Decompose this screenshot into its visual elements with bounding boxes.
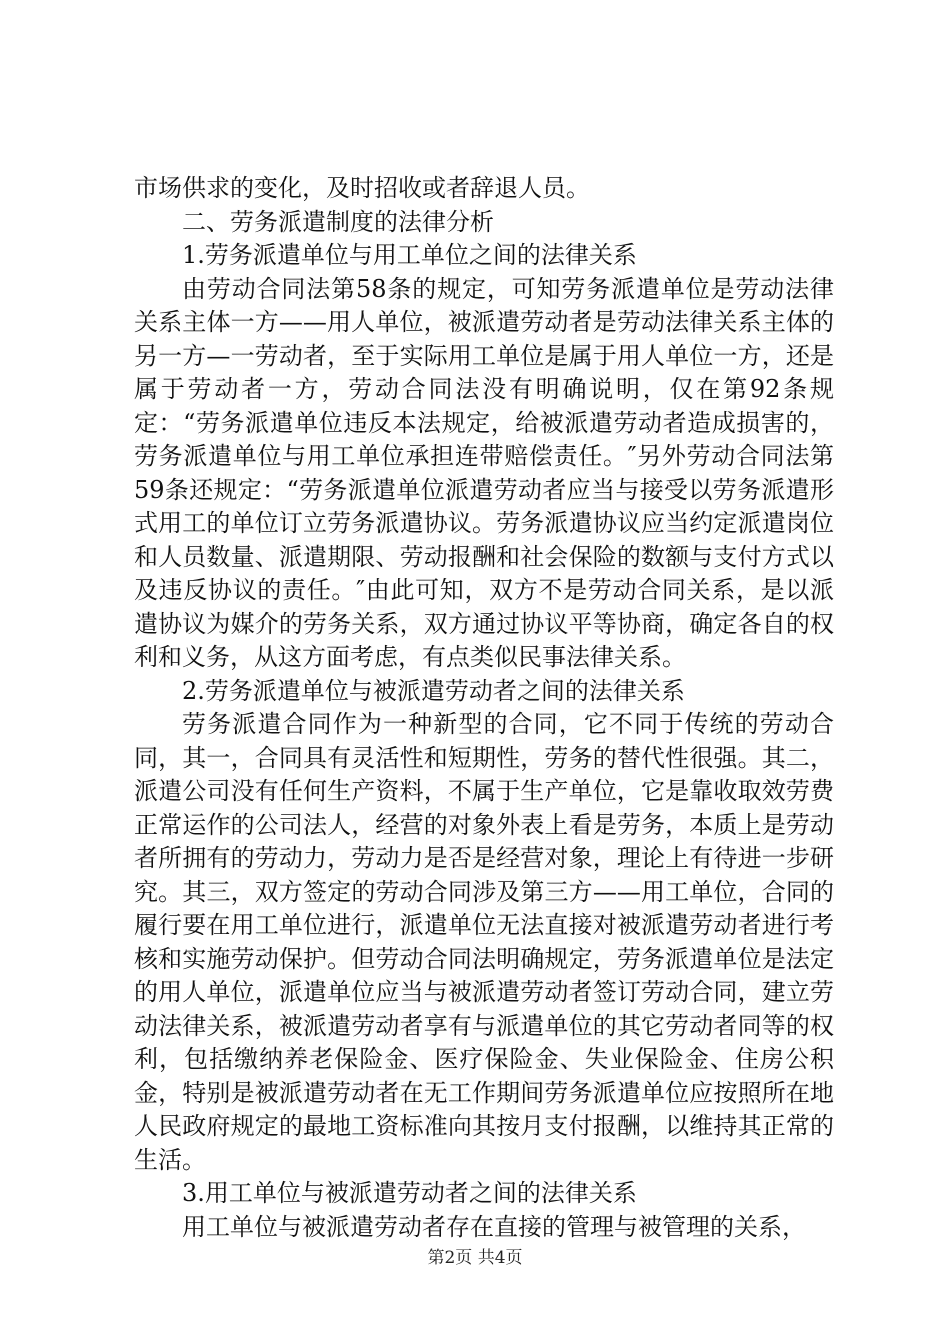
page-number-footer: 第2页 共4页 [427,1248,523,1268]
subsection-heading-3: 3.用工单位与被派遣劳动者之间的法律关系 [182,1179,637,1207]
paragraph-2: 劳务派遣合同作为一种新型的合同，它不同于传统的劳动合同，其一，合同具有灵活性和短期性，劳务的替代性很强。其二，派遣公司没有任何生产资料，不属于生产单位，它是靠收取效劳费正常运作的公司法人，经营的对象外表上看是劳务，本质上是劳动者所拥有的劳动力，劳动力是否是经营对象，理论上有待进一步研究。其三，双方签定的劳动合同涉及第三方——用工单位，合同的履行要在用工单位进行，派遣单位无法直接对被派遣劳动者进行考核和实施劳动保护。但劳动合同法明确规定，劳务派遣单位是法定的用人单位，派遣单位应当与被派遣劳动者签订劳动合同，建立劳动法律关系，被派遣劳动者享有与派遣单位的其它劳动者同等的权利，包括缴纳养老保险金、医疗保险金、失业保险金、住房公积金，特别是被派遣劳动者在无工作期间劳务派遣单位应按照所在地人民政府规定的最地工资标准向其按月支付报酬，以维持其正常的生活。 [134,710,834,1174]
subsection-heading-2: 2.劳务派遣单位与被派遣劳动者之间的法律关系 [182,676,685,705]
paragraph-3: 用工单位与被派遣劳动者存在直接的管理与被管理的关系， [182,1212,806,1241]
subsection-heading-1: 1.劳务派遣单位与用工单位之间的法律关系 [182,241,637,269]
paragraph-continuation: 市场供求的变化，及时招收或者辞退人员。 [134,174,590,202]
section-heading: 二、劳务派遣制度的法律分析 [182,207,494,236]
document-body [134,172,834,1244]
paragraph-1: 由劳动合同法第58条的规定，可知劳务派遣单位是劳动法律关系主体一方——用人单位，被派遣劳动者是劳动法律关系主体的另一方—一劳动者，至于实际用工单位是属于用人单位一方，还是属于劳动者一方，劳动合同法没有明确说明，仅在第92条规定：“劳务派遣单位违反本法规定，给被派遣劳动者造成损害的，劳务派遣单位与用工单位承担连带赔偿责任。″另外劳动合同法第59条还规定：“劳务派遣单位派遣劳动者应当与接受以劳务派遣形式用工的单位订立劳务派遣协议。劳务派遣协议应当约定派遣岗位和人员数量、派遣期限、劳动报酬和社会保险的数额与支付方式以及违反协议的责任。″由此可知，双方不是劳动合同关系，是以派遣协议为媒介的劳务关系，双方通过协议平等协商，确定各自的权利和义务，从这方面考虑，有点类似民事法律关系。 [134,274,834,671]
